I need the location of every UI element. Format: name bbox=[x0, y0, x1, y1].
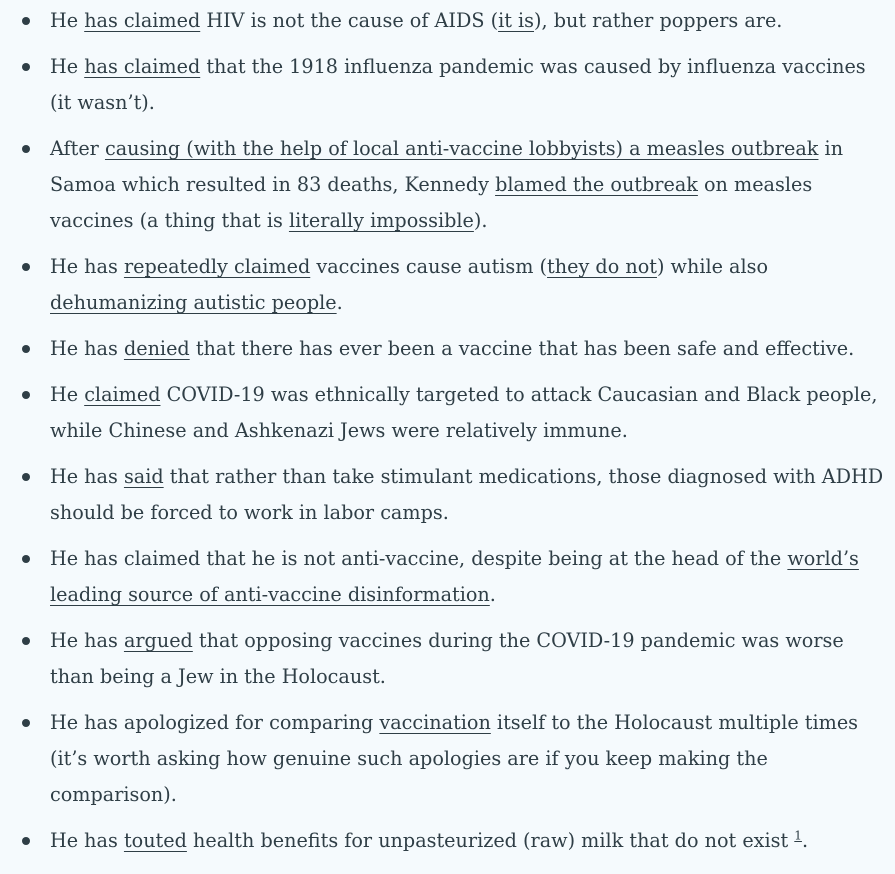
item-text: He has bbox=[50, 255, 124, 278]
inline-link[interactable]: has claimed bbox=[84, 55, 201, 78]
item-text: He has bbox=[50, 337, 124, 360]
bullet-icon bbox=[22, 555, 30, 563]
inline-link[interactable]: touted bbox=[123, 829, 187, 852]
bullet-icon bbox=[22, 473, 30, 481]
item-text: He has bbox=[50, 629, 124, 652]
item-text: health benefits for unpasteurized (raw) milk that do not exist bbox=[186, 829, 795, 852]
list-item bbox=[50, 377, 895, 449]
bullet-icon bbox=[22, 637, 30, 645]
item-text: He has bbox=[50, 829, 124, 852]
inline-link[interactable]: claimed bbox=[84, 383, 161, 406]
item-text: . bbox=[489, 583, 496, 606]
item-text: . bbox=[801, 829, 809, 852]
item-text: After bbox=[50, 137, 105, 160]
item-text: He has apologized for comparing bbox=[50, 711, 380, 734]
item-text: ) while also bbox=[656, 255, 769, 278]
list-item bbox=[50, 541, 895, 613]
list-item bbox=[50, 249, 895, 321]
item-text: in Samoa which resulted in 83 deaths, Kennedy bbox=[50, 137, 844, 196]
bullet-icon bbox=[22, 17, 30, 25]
item-text: that there has ever been a vaccine that has been safe and effective. bbox=[189, 337, 855, 360]
inline-link[interactable]: literally impossible bbox=[288, 209, 474, 232]
list-item bbox=[50, 49, 895, 121]
bullet-icon bbox=[22, 345, 30, 353]
item-text: that the 1918 influenza pandemic was caused by influenza vaccines (it wasn’t). bbox=[50, 55, 866, 114]
item-text: He bbox=[50, 383, 85, 406]
list-item bbox=[50, 3, 895, 39]
bullet-icon bbox=[22, 263, 30, 271]
item-text: He bbox=[50, 9, 85, 32]
list-item bbox=[50, 459, 895, 531]
footnote-link[interactable]: 1 bbox=[794, 828, 802, 843]
item-text: that rather than take stimulant medications, those diagnosed with ADHD should be forced to work in labor camps. bbox=[50, 465, 884, 524]
inline-link[interactable]: denied bbox=[123, 337, 190, 360]
inline-link[interactable]: said bbox=[123, 465, 164, 488]
item-text: COVID-19 was ethnically targeted to attack Caucasian and Black people, while Chinese and Ashkenazi Jews were relatively immune. bbox=[50, 383, 878, 442]
list-item bbox=[50, 623, 895, 695]
inline-link[interactable]: dehumanizing autistic people bbox=[50, 291, 337, 314]
bullet-icon bbox=[22, 837, 30, 845]
list-item bbox=[50, 823, 895, 859]
item-text: ). bbox=[473, 209, 488, 232]
item-text: ), but rather poppers are. bbox=[534, 9, 783, 32]
inline-link[interactable]: it is bbox=[498, 9, 535, 32]
bullet-icon bbox=[22, 63, 30, 71]
item-text: HIV is not the cause of AIDS ( bbox=[200, 9, 499, 32]
bullet-icon bbox=[22, 719, 30, 727]
inline-link[interactable]: has claimed bbox=[84, 9, 201, 32]
item-text: He has claimed that he is not anti-vaccine, despite being at the head of the bbox=[50, 547, 788, 570]
inline-link[interactable]: they do not bbox=[547, 255, 657, 278]
inline-link[interactable]: causing (with the help of local anti-vaccine lobbyists) a measles outbreak bbox=[104, 137, 819, 160]
bullet-icon bbox=[22, 145, 30, 153]
inline-link[interactable]: vaccination bbox=[379, 711, 491, 734]
inline-link[interactable]: repeatedly claimed bbox=[123, 255, 311, 278]
item-text: on measles vaccines (a thing that is bbox=[50, 173, 813, 232]
list-item bbox=[50, 131, 895, 239]
bullet-icon bbox=[22, 391, 30, 399]
inline-link[interactable]: blamed the outbreak bbox=[495, 173, 698, 196]
inline-link[interactable]: argued bbox=[123, 629, 193, 652]
item-text: He has bbox=[50, 465, 124, 488]
item-text: that opposing vaccines during the COVID-19 pandemic was worse than being a Jew in the Holocaust. bbox=[50, 629, 844, 688]
item-text: vaccines cause autism ( bbox=[310, 255, 548, 278]
inline-link[interactable]: world’s leading source of anti-vaccine disinformation bbox=[50, 547, 859, 606]
claims-list bbox=[0, 3, 895, 859]
item-text: He bbox=[50, 55, 85, 78]
list-item bbox=[50, 331, 895, 367]
list-item bbox=[50, 705, 895, 813]
item-text: itself to the Holocaust multiple times (it’s worth asking how genuine such apologies are if you keep making the comparison). bbox=[50, 711, 859, 806]
footnote-ref bbox=[794, 829, 802, 843]
item-text: . bbox=[336, 291, 343, 314]
